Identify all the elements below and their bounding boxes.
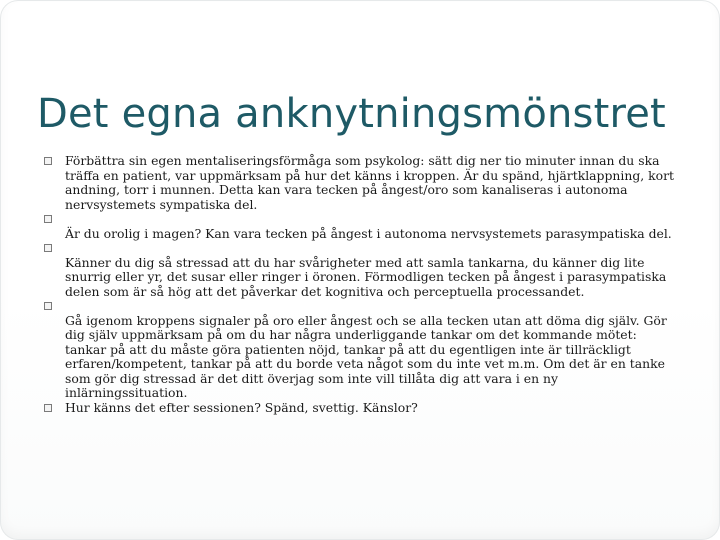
slide-title: Det egna anknytningsmönstret: [37, 91, 666, 137]
bullet-list: [44, 154, 676, 415]
square-bullet-icon: [44, 157, 52, 165]
bullet-text: Gå igenom kroppens signaler på oro eller ångest och se alla tecken utan att döma dig själv. Gör dig själv uppmärksam på om du har några underliggande tankar om det kommande mötet: tankar på att du måste göra patienten nöjd, tankar på att du egentligen inte är tillräckligt erfaren/kompetent, tankar på att du borde veta något som du inte vet m.m. Om det är en tanke som gör dig stressad är det ditt överjag som inte vill tillåta dig att vara i en ny inlärningssituation.: [65, 312, 667, 400]
bullet-item: [44, 154, 676, 212]
square-bullet-icon: [44, 244, 52, 252]
bullet-text: Förbättra sin egen mentaliseringsförmåga som psykolog: sätt dig ner tio minuter innan du ska träffa en patient, var uppmärksam på hur det känns i kroppen. Är du spänd, hjärtklappning, kort andning, torr i munnen. Detta kan vara tecken på ångest/oro som kanaliseras i autonoma nervsystemets sympatiska del.: [65, 153, 675, 212]
square-bullet-icon: [44, 302, 52, 310]
bullet-item: [44, 241, 676, 299]
bullet-item: [44, 299, 676, 401]
square-bullet-icon: [44, 215, 52, 223]
bullet-item: [44, 212, 676, 241]
bullet-text: Känner du dig så stressad att du har svårigheter med att samla tankarna, du känner dig lite snurrig eller yr, det susar eller ringer i öronen. Förmodligen tecken på ångest i parasympatiska delen som är så hög att det påverkar det kognitiva och perceptuella processandet.: [65, 254, 667, 299]
bullet-item: [44, 401, 676, 416]
bullet-text: Hur känns det efter sessionen? Spänd, svettig. Känslor?: [65, 399, 418, 415]
square-bullet-icon: [44, 404, 52, 412]
bullet-text: Är du orolig i magen? Kan vara tecken på ångest i autonoma nervsystemets parasympatiska del.: [65, 225, 672, 241]
